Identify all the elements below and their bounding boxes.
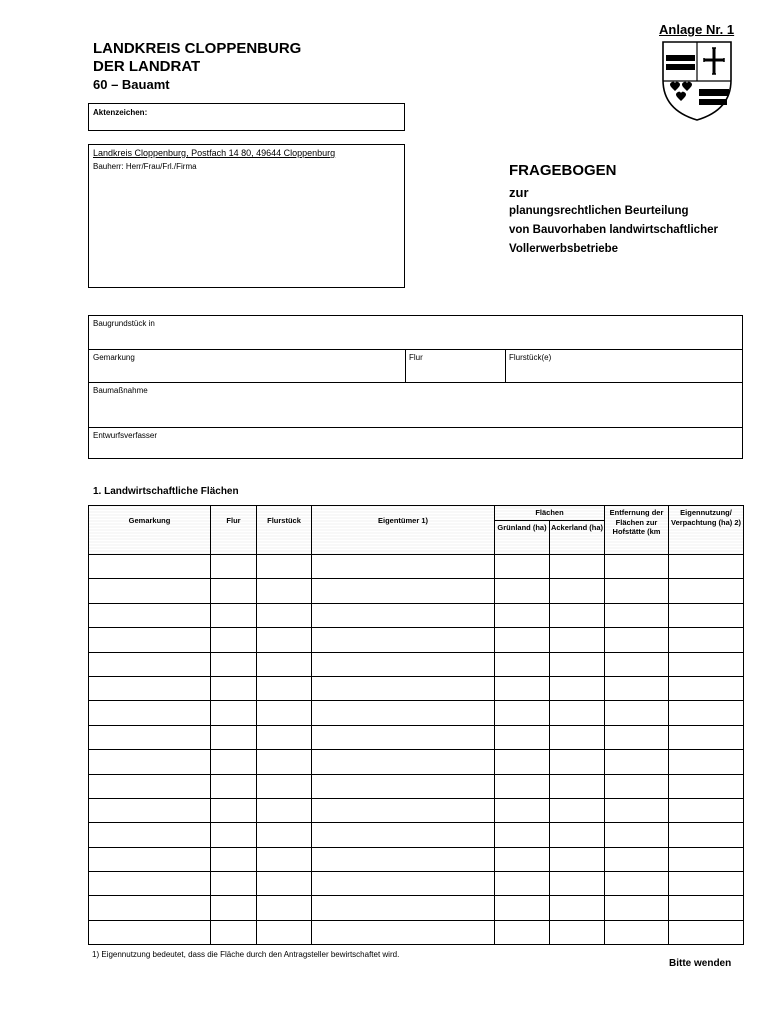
col-header-entfernung: Entfernung der Flächen zur Hofstätte (km — [605, 506, 669, 555]
table-cell[interactable] — [89, 701, 211, 725]
table-cell[interactable] — [605, 872, 669, 896]
questionnaire-subtitle-line2: von Bauvorhaben landwirtschaftlicher — [509, 224, 718, 236]
table-cell[interactable] — [605, 823, 669, 847]
section-1-title: 1. Landwirtschaftliche Flächen — [93, 486, 239, 497]
table-cell[interactable] — [495, 920, 550, 944]
coat-of-arms-icon — [661, 40, 733, 122]
table-cell[interactable] — [550, 872, 605, 896]
cadastral-row — [89, 350, 742, 383]
table-body — [89, 555, 744, 945]
col-header-flaechen: Flächen — [495, 506, 605, 521]
please-turn-over: Bitte wenden — [669, 958, 732, 969]
table-cell[interactable] — [605, 750, 669, 774]
table-cell[interactable] — [550, 652, 605, 676]
table-row — [89, 701, 744, 725]
table-cell[interactable] — [89, 750, 211, 774]
table-cell[interactable] — [312, 628, 495, 652]
table-cell[interactable] — [605, 701, 669, 725]
designer-label: Entwurfsverfasser — [93, 431, 158, 440]
table-cell[interactable] — [211, 774, 257, 798]
table-cell[interactable] — [211, 725, 257, 749]
table-cell[interactable] — [495, 872, 550, 896]
col-header-eigentuemer: Eigentümer 1) — [312, 506, 495, 555]
sender-address: Landkreis Cloppenburg, Postfach 14 80, 49644 Cloppenburg — [93, 148, 336, 158]
property-location-label: Baugrundstück in — [93, 319, 155, 328]
table-cell[interactable] — [669, 750, 744, 774]
property-info-box — [88, 315, 743, 459]
table-cell[interactable] — [312, 750, 495, 774]
flurstueck-label: Flurstück(e) — [509, 353, 552, 362]
flur-label: Flur — [409, 353, 423, 362]
table-cell[interactable] — [211, 847, 257, 871]
table-cell[interactable] — [312, 725, 495, 749]
table-cell[interactable] — [669, 628, 744, 652]
table-cell[interactable] — [211, 823, 257, 847]
table-cell[interactable] — [257, 555, 312, 579]
table-cell[interactable] — [495, 823, 550, 847]
table-cell[interactable] — [89, 774, 211, 798]
table-cell[interactable] — [495, 725, 550, 749]
table-row — [89, 555, 744, 579]
table-cell[interactable] — [669, 823, 744, 847]
table-cell[interactable] — [495, 555, 550, 579]
table-cell[interactable] — [605, 725, 669, 749]
table-row — [89, 847, 744, 871]
table-cell[interactable] — [312, 676, 495, 700]
construction-measure-field[interactable] — [89, 383, 742, 428]
col-header-eigennutzung: Eigennutzung/ Verpachtung (ha) 2) — [669, 506, 744, 555]
table-cell[interactable] — [605, 896, 669, 920]
table-row — [89, 798, 744, 822]
footnote: 1) Eigennutzung bedeutet, dass die Fläche durch den Antragsteller bewirtschaftet wird. — [92, 950, 400, 959]
questionnaire-subtitle-line3: Vollerwerbsbetriebe — [509, 243, 619, 255]
table-cell[interactable] — [211, 896, 257, 920]
table-row — [89, 823, 744, 847]
table-cell[interactable] — [495, 676, 550, 700]
table-cell[interactable] — [605, 920, 669, 944]
table-cell[interactable] — [211, 701, 257, 725]
table-cell[interactable] — [495, 603, 550, 627]
table-cell[interactable] — [550, 579, 605, 603]
gemarkung-label: Gemarkung — [93, 353, 135, 362]
table-cell[interactable] — [312, 847, 495, 871]
table-row — [89, 774, 744, 798]
table-cell[interactable] — [257, 579, 312, 603]
org-name-line2: DER LANDRAT — [93, 58, 201, 75]
table-cell[interactable] — [669, 555, 744, 579]
table-row — [89, 676, 744, 700]
builder-label: Bauherr: Herr/Frau/Frl./Firma — [93, 162, 197, 171]
table-cell[interactable] — [550, 774, 605, 798]
table-cell[interactable] — [257, 603, 312, 627]
table-cell[interactable] — [495, 579, 550, 603]
table-cell[interactable] — [495, 798, 550, 822]
table-cell[interactable] — [257, 847, 312, 871]
table-cell[interactable] — [257, 774, 312, 798]
annex-number: Anlage Nr. 1 — [659, 22, 735, 37]
table-cell[interactable] — [669, 798, 744, 822]
table-cell[interactable] — [605, 652, 669, 676]
table-cell[interactable] — [89, 823, 211, 847]
table-cell[interactable] — [312, 920, 495, 944]
col-header-ackerland: Ackerland (ha) — [550, 521, 605, 555]
table-cell[interactable] — [550, 896, 605, 920]
table-cell[interactable] — [669, 872, 744, 896]
agricultural-areas-table — [88, 505, 744, 945]
department-name: 60 – Bauamt — [93, 77, 170, 92]
table-cell[interactable] — [89, 798, 211, 822]
file-reference-label: Aktenzeichen: — [93, 108, 148, 117]
table-cell[interactable] — [550, 798, 605, 822]
table-cell[interactable] — [669, 774, 744, 798]
table-cell[interactable] — [89, 920, 211, 944]
table-cell[interactable] — [550, 555, 605, 579]
table-cell[interactable] — [211, 920, 257, 944]
table-row — [89, 652, 744, 676]
table-cell[interactable] — [550, 847, 605, 871]
table-cell[interactable] — [312, 701, 495, 725]
table-cell[interactable] — [669, 725, 744, 749]
property-location-field[interactable] — [89, 316, 742, 350]
table-cell[interactable] — [312, 872, 495, 896]
table-cell[interactable] — [669, 676, 744, 700]
table-cell[interactable] — [669, 847, 744, 871]
table-cell[interactable] — [669, 652, 744, 676]
questionnaire-subtitle-line1: planungsrechtlichen Beurteilung — [509, 205, 689, 217]
table-cell[interactable] — [669, 896, 744, 920]
questionnaire-zur: zur — [509, 185, 529, 200]
table-cell[interactable] — [312, 798, 495, 822]
table-cell[interactable] — [89, 603, 211, 627]
table-cell[interactable] — [257, 798, 312, 822]
address-box[interactable] — [88, 144, 405, 288]
construction-measure-label: Baumaßnahme — [93, 386, 148, 395]
table-cell[interactable] — [257, 628, 312, 652]
table-cell[interactable] — [211, 798, 257, 822]
table-cell[interactable] — [211, 872, 257, 896]
table-cell[interactable] — [89, 555, 211, 579]
table-cell[interactable] — [257, 676, 312, 700]
table-cell[interactable] — [312, 774, 495, 798]
table-cell[interactable] — [211, 603, 257, 627]
table-cell[interactable] — [495, 628, 550, 652]
table-cell[interactable] — [605, 579, 669, 603]
table-cell[interactable] — [257, 896, 312, 920]
table-cell[interactable] — [495, 750, 550, 774]
table-cell[interactable] — [211, 676, 257, 700]
col-header-flurstueck: Flurstück — [257, 506, 312, 555]
table-cell[interactable] — [211, 750, 257, 774]
table-cell[interactable] — [495, 701, 550, 725]
table-row — [89, 872, 744, 896]
table-cell[interactable] — [550, 823, 605, 847]
table-cell[interactable] — [605, 798, 669, 822]
table-cell[interactable] — [89, 847, 211, 871]
table-cell[interactable] — [257, 750, 312, 774]
table-cell[interactable] — [550, 750, 605, 774]
divider — [405, 350, 406, 382]
table-cell[interactable] — [495, 847, 550, 871]
table-cell[interactable] — [312, 603, 495, 627]
table-row — [89, 750, 744, 774]
table-cell[interactable] — [257, 872, 312, 896]
table-cell[interactable] — [550, 676, 605, 700]
table-cell[interactable] — [669, 701, 744, 725]
table-cell[interactable] — [550, 701, 605, 725]
table-cell[interactable] — [257, 725, 312, 749]
table-cell[interactable] — [257, 701, 312, 725]
table-cell[interactable] — [89, 896, 211, 920]
table-cell[interactable] — [605, 603, 669, 627]
table-cell[interactable] — [89, 725, 211, 749]
table-cell[interactable] — [89, 579, 211, 603]
table-row — [89, 603, 744, 627]
table-cell[interactable] — [550, 920, 605, 944]
table-cell[interactable] — [312, 555, 495, 579]
table-cell[interactable] — [550, 628, 605, 652]
table-cell[interactable] — [211, 628, 257, 652]
table-cell[interactable] — [312, 823, 495, 847]
table-cell[interactable] — [89, 652, 211, 676]
table-row — [89, 628, 744, 652]
table-cell[interactable] — [669, 603, 744, 627]
col-header-flur: Flur — [211, 506, 257, 555]
file-reference-field[interactable] — [88, 103, 405, 131]
table-cell[interactable] — [669, 579, 744, 603]
questionnaire-title: FRAGEBOGEN — [509, 162, 617, 179]
table-cell[interactable] — [550, 603, 605, 627]
table-cell[interactable] — [312, 579, 495, 603]
col-header-gruenland: Grünland (ha) — [495, 521, 550, 555]
table-cell[interactable] — [605, 847, 669, 871]
table-cell[interactable] — [211, 555, 257, 579]
table-cell[interactable] — [211, 652, 257, 676]
table-cell[interactable] — [257, 823, 312, 847]
table-cell[interactable] — [669, 920, 744, 944]
table-cell[interactable] — [89, 676, 211, 700]
divider — [505, 350, 506, 382]
table-cell[interactable] — [605, 628, 669, 652]
designer-field[interactable] — [89, 428, 742, 460]
col-header-gemarkung: Gemarkung — [89, 506, 211, 555]
table-cell[interactable] — [605, 676, 669, 700]
table-row — [89, 920, 744, 944]
table-cell[interactable] — [550, 725, 605, 749]
table-row — [89, 579, 744, 603]
table-cell[interactable] — [89, 872, 211, 896]
table-cell[interactable] — [257, 920, 312, 944]
table-cell[interactable] — [89, 628, 211, 652]
table-cell[interactable] — [495, 896, 550, 920]
table-cell[interactable] — [495, 652, 550, 676]
table-cell[interactable] — [495, 774, 550, 798]
table-row — [89, 725, 744, 749]
table-row — [89, 896, 744, 920]
table-cell[interactable] — [312, 896, 495, 920]
table-cell[interactable] — [257, 652, 312, 676]
table-cell[interactable] — [211, 579, 257, 603]
table-cell[interactable] — [605, 555, 669, 579]
table-cell[interactable] — [605, 774, 669, 798]
org-name-line1: LANDKREIS CLOPPENBURG — [93, 40, 302, 57]
table-cell[interactable] — [312, 652, 495, 676]
